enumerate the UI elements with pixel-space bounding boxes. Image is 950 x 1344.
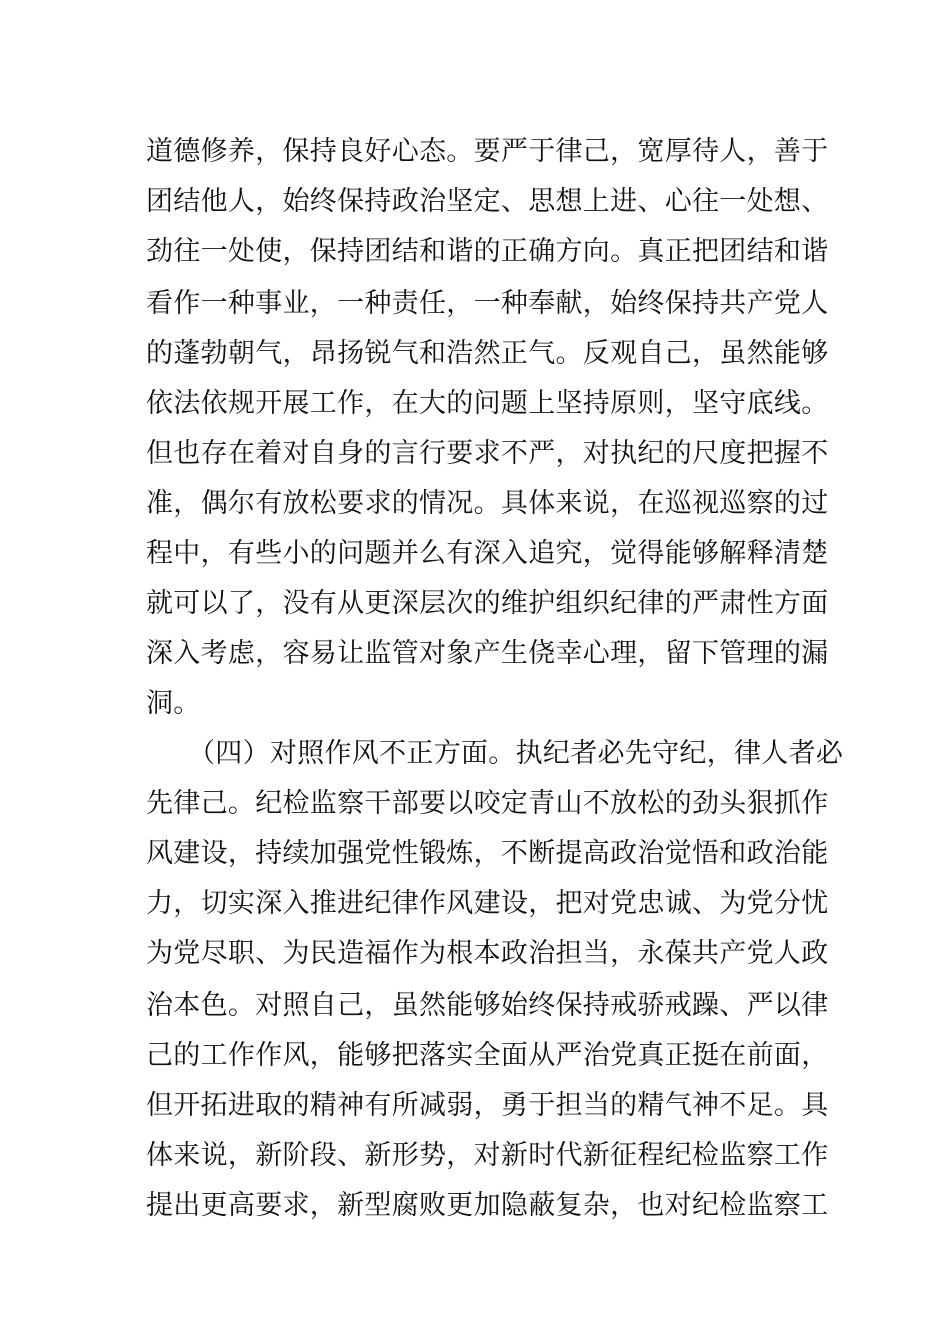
text-line: 但开拓进取的精神有所减弱，勇于担当的精气神不足。具	[146, 1090, 829, 1121]
text-line: 洞。	[146, 688, 201, 719]
text-line: 力，切实深入推进纪律作风建设，把对党忠诚、为党分忧	[146, 888, 829, 919]
text-line: 看作一种事业，一种责任，一种奉献，始终保持共产党人	[146, 288, 829, 319]
text-line: 的蓬勃朝气，昂扬锐气和浩然正气。反观自己，虽然能够	[146, 338, 829, 369]
text-line: 道德修养，保持良好心态。要严于律己，宽厚待人，善于	[146, 136, 829, 167]
text-line: 就可以了，没有从更深层次的维护组织纪律的严肃性方面	[146, 588, 829, 619]
text-line: 团结他人，始终保持政治坚定、思想上进、心往一处想、	[146, 186, 829, 217]
text-line: 提出更高要求，新型腐败更加隐蔽复杂，也对纪检监察工	[146, 1190, 829, 1221]
text-line: 依法依规开展工作，在大的问题上坚持原则，坚守底线。	[146, 388, 829, 419]
text-line: 深入考虑，容易让监管对象产生侥幸心理，留下管理的漏	[146, 638, 829, 669]
section-heading-line: （四）对照作风不正方面。执纪者必先守纪，律人者必	[188, 738, 844, 769]
text-line: 治本色。对照自己，虽然能够始终保持戒骄戒躁、严以律	[146, 990, 829, 1021]
text-line: 风建设，持续加强党性锻炼，不断提高政治觉悟和政治能	[146, 838, 829, 869]
text-line: 但也存在着对自身的言行要求不严，对执纪的尺度把握不	[146, 438, 829, 469]
text-line: 准，偶尔有放松要求的情况。具体来说，在巡视巡察的过	[146, 488, 829, 519]
text-line: 先律己。纪检监察干部要以咬定青山不放松的劲头狠抓作	[146, 788, 829, 819]
text-line: 己的工作作风，能够把落实全面从严治党真正挺在前面，	[146, 1040, 829, 1071]
text-line: 劲往一处使，保持团结和谐的正确方向。真正把团结和谐	[146, 236, 829, 267]
text-line: 体来说，新阶段、新形势，对新时代新征程纪检监察工作	[146, 1140, 829, 1171]
text-line: 为党尽职、为民造福作为根本政治担当，永葆共产党人政	[146, 938, 829, 969]
text-line: 程中，有些小的问题并么有深入追究，觉得能够解释清楚	[146, 538, 829, 569]
